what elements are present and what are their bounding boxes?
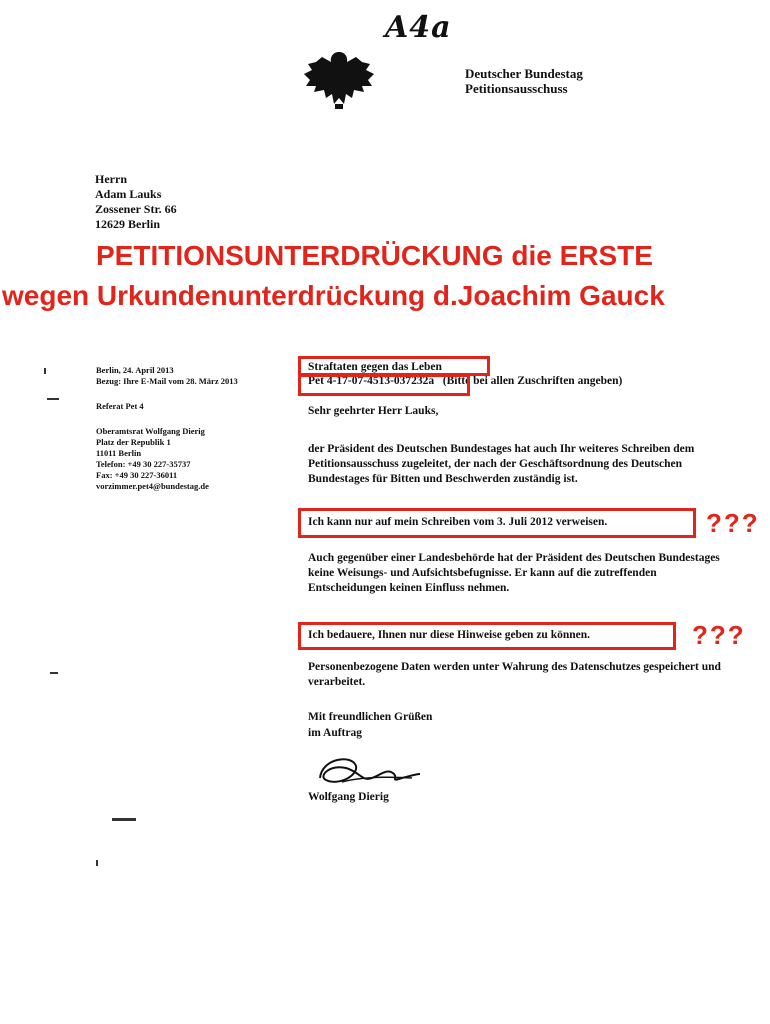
- signer-name: Wolfgang Dierig: [308, 791, 389, 803]
- letter-paragraph-2: Ich kann nur auf mein Schreiben vom 3. Juli 2012 verweisen.: [308, 516, 608, 528]
- recipient-salutation: Herrn: [95, 172, 127, 186]
- institution-name: Deutscher Bundestag: [465, 66, 583, 81]
- department: Referat Pet 4: [96, 401, 144, 411]
- sender-email: vorzimmer.pet4@bundestag.de: [96, 481, 209, 491]
- sender-phone: Telefon: +49 30 227-35737: [96, 459, 191, 469]
- recipient-address: [95, 172, 177, 232]
- question-marks-annotation-1: ???: [706, 508, 760, 538]
- committee-name: Petitionsausschuss: [465, 81, 568, 96]
- closing-on-behalf: im Auftrag: [308, 727, 362, 739]
- letter-greeting: Sehr geehrter Herr Lauks,: [308, 405, 439, 417]
- letter-reference: Bezug: Ihre E-Mail vom 28. März 2013: [96, 376, 238, 386]
- paragraph-4-highlight-box: [298, 622, 676, 650]
- scan-mark-5: [96, 860, 98, 866]
- letter-paragraph-3: Auch gegenüber einer Landesbehörde hat der Präsident des Deutschen Bundestages keine Weisungs- und Aufsichtsbefugnisse. Er kann auf die zutreffenden Entscheidungen keinen Einfluss nehmen.: [308, 552, 720, 594]
- closing-greeting: Mit freundlichen Grüßen: [308, 711, 433, 723]
- recipient-street: Zossener Str. 66: [95, 202, 177, 216]
- sender-address-line2: 11011 Berlin: [96, 448, 142, 458]
- red-banner-subtitle: wegen Urkundenunterdrückung d.Joachim Gauck: [2, 280, 665, 311]
- red-banner-title: PETITIONSUNTERDRÜCKUNG die ERSTE: [96, 240, 653, 271]
- paragraph-2-highlight-box: [298, 508, 696, 538]
- letter-paragraph-5: Personenbezogene Daten werden unter Wahrung des Datenschutzes gespeichert und verarbeitet.: [308, 661, 721, 688]
- institution-header: [465, 66, 583, 96]
- scan-mark-1: [47, 398, 59, 400]
- scan-mark-2: [50, 672, 58, 674]
- petition-number: Pet 4-17-07-4513-037232a: [308, 375, 435, 387]
- letter-paragraph-4: Ich bedauere, Ihnen nur diese Hinweise geben zu können.: [308, 629, 591, 641]
- official-name: Oberamtsrat Wolfgang Dierig: [96, 426, 205, 436]
- scan-mark-4: [44, 368, 46, 374]
- sender-sidebar: [96, 365, 238, 492]
- letter-paragraph-1: der Präsident des Deutschen Bundestages hat auch Ihr weiteres Schreiben dem Petitionsausschuss zugeleitet, der nach der Geschäftsordnung des Deutschen Bundestages für Bitten und Beschwerden zuständig ist.: [308, 443, 695, 485]
- subject-highlight-box: [298, 356, 490, 376]
- federal-eagle-logo: [302, 48, 376, 110]
- letter-subject: Straftaten gegen das Leben: [308, 361, 442, 373]
- recipient-city: 12629 Berlin: [95, 217, 160, 231]
- sender-address-line1: Platz der Republik 1: [96, 437, 171, 447]
- sender-fax: Fax: +49 30 227-36011: [96, 470, 178, 480]
- reference-note: (Bitte bei allen Zuschriften angeben): [442, 375, 623, 387]
- recipient-name: Adam Lauks: [95, 187, 162, 201]
- question-marks-annotation-2: ???: [692, 620, 746, 650]
- scan-mark-3: [112, 818, 136, 821]
- reference-highlight-box: [298, 374, 470, 396]
- letter-date: Berlin, 24. April 2013: [96, 365, 174, 375]
- handwritten-note: A4a: [385, 10, 452, 45]
